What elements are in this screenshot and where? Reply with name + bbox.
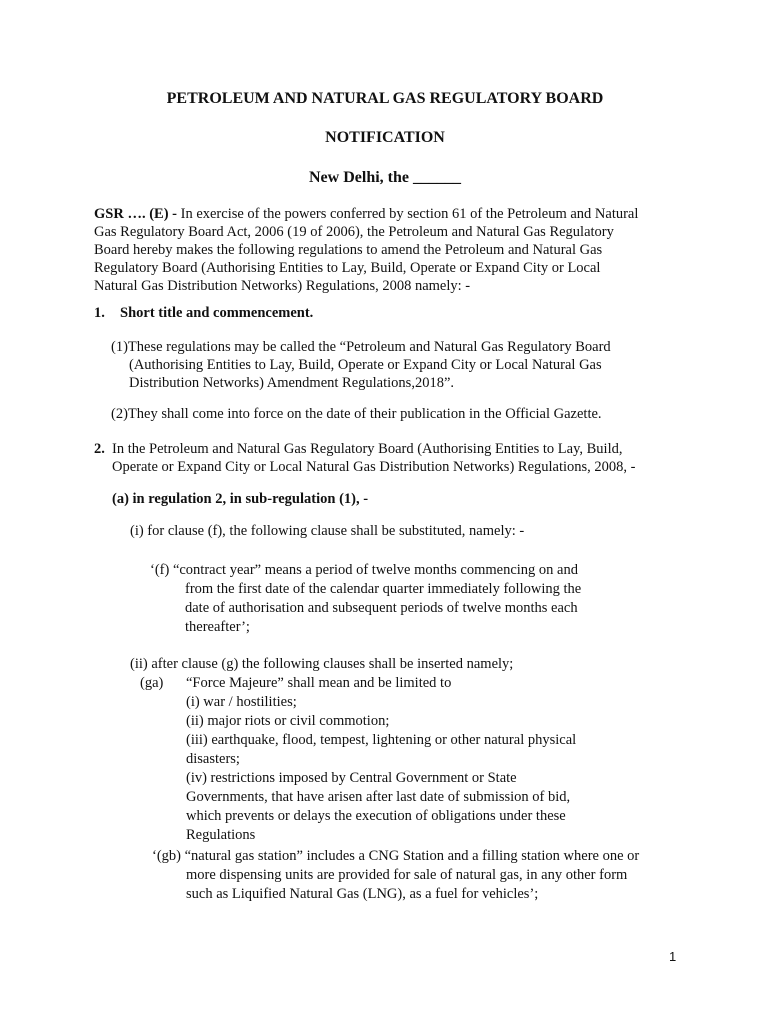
- clause-gb-line: more dispensing units are provided for sale of natural gas, in any other form: [186, 867, 628, 883]
- force-majeure-item: (ii) major riots or civil commotion;: [186, 713, 390, 729]
- force-majeure-item: (i) war / hostilities;: [186, 694, 297, 710]
- clause-gb-line: such as Liquified Natural Gas (LNG), as a fuel for vehicles’;: [186, 886, 539, 902]
- section-1-sub1-line: (Authorising Entities to Lay, Build, Operate or Expand City or Local Natural Gas: [129, 357, 602, 373]
- clause-f-line: from the first date of the calendar quarter immediately following the: [185, 581, 582, 597]
- sub-ii-line: (ii) after clause (g) the following clauses shall be inserted namely;: [130, 656, 514, 672]
- clause-f-line: ‘(f) “contract year” means a period of twelve months commencing on and: [150, 562, 578, 578]
- section-1-heading: Short title and commencement.: [120, 305, 314, 321]
- force-majeure-item: Governments, that have arisen after last date of submission of bid,: [186, 789, 571, 805]
- preamble-line: Regulatory Board (Authorising Entities to Lay, Build, Operate or Expand City or Local: [94, 260, 601, 276]
- section-2-number: 2.: [94, 441, 105, 457]
- clause-ga-label: (ga): [140, 675, 164, 691]
- preamble-line: Gas Regulatory Board Act, 2006 (19 of 2006), the Petroleum and Natural Gas Regulatory: [94, 224, 614, 240]
- section-2-line: In the Petroleum and Natural Gas Regulatory Board (Authorising Entities to Lay, Build,: [112, 441, 623, 457]
- sub-i-line: (i) for clause (f), the following clause shall be substituted, namely: -: [130, 523, 525, 539]
- gsr-label: GSR …. (E) -: [94, 206, 177, 222]
- force-majeure-item: disasters;: [186, 751, 240, 767]
- force-majeure-item: Regulations: [186, 827, 256, 843]
- preamble-line: GSR …. (E) - In exercise of the powers conferred by section 61 of the Petroleum and Natural: [94, 206, 639, 222]
- force-majeure-item: (iii) earthquake, flood, tempest, lightening or other natural physical: [186, 732, 577, 748]
- preamble-line: Natural Gas Distribution Networks) Regulations, 2008 namely: -: [94, 278, 471, 294]
- section-2-line: Operate or Expand City or Local Natural Gas Distribution Networks) Regulations, 2008, -: [112, 459, 636, 475]
- section-1-sub1-line: Distribution Networks) Amendment Regulations,2018”.: [129, 375, 455, 391]
- section-1-sub2: (2)They shall come into force on the date of their publication in the Official Gazette.: [111, 406, 602, 422]
- document-title: PETROLEUM AND NATURAL GAS REGULATORY BOARD: [166, 90, 604, 107]
- clause-f-line: thereafter’;: [185, 619, 250, 635]
- clause-ga-text: “Force Majeure” shall mean and be limited to: [186, 675, 452, 691]
- clause-f-line: date of authorisation and subsequent periods of twelve months each: [185, 600, 578, 616]
- preamble-line: Board hereby makes the following regulations to amend the Petroleum and Natural Gas: [94, 242, 603, 258]
- section-1-number: 1.: [94, 305, 105, 321]
- place-date-line: New Delhi, the ______: [309, 169, 461, 186]
- force-majeure-item: (iv) restrictions imposed by Central Government or State: [186, 770, 517, 786]
- page-number: 1: [669, 949, 677, 964]
- notification-heading: NOTIFICATION: [325, 129, 445, 146]
- section-1-sub1-line: (1)These regulations may be called the “Petroleum and Natural Gas Regulatory Board: [111, 339, 611, 355]
- clause-gb-line: ‘(gb) “natural gas station” includes a CNG Station and a filling station where one or: [152, 848, 640, 864]
- force-majeure-item: which prevents or delays the execution of obligations under these: [186, 808, 566, 824]
- sub-a-heading: (a) in regulation 2, in sub-regulation (1), -: [112, 491, 369, 507]
